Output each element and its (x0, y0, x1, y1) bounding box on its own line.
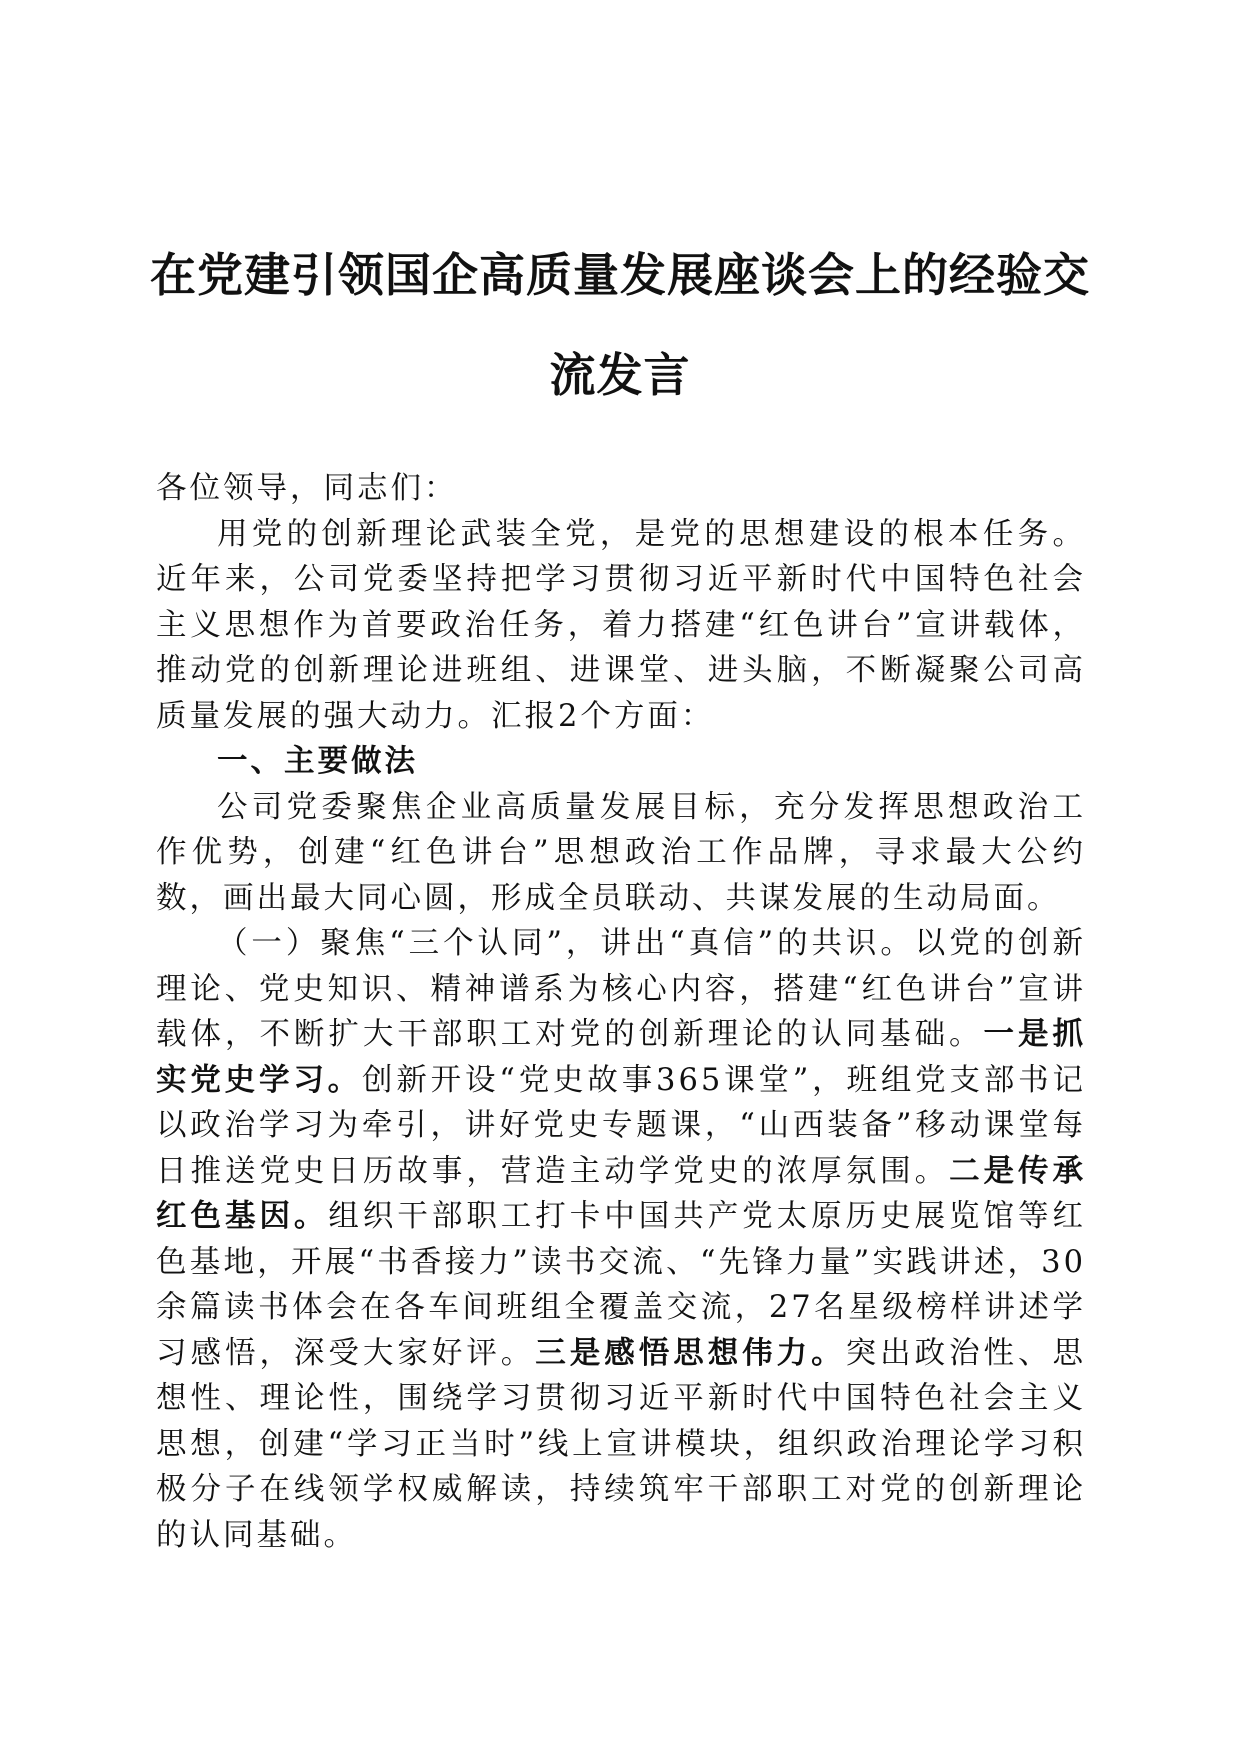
title-line-1: 在党建引领国企高质量发展座谈会上的经验交 (150, 248, 1090, 302)
intro-paragraph: 用党的创新理论武装全党，是党的思想建设的根本任务。近年来，公司党委坚持把学习贯彻习近平新时代中国特色社会主义思想作为首要政治任务，着力搭建“红色讲台”宣讲载体，推动党的创新理论进班组、进课堂、进头脑，不断凝聚公司高质量发展的强大动力。汇报2个方面： (156, 516, 1086, 734)
section-heading-main-practices: 一、主要做法 (217, 743, 418, 779)
point-label-2: 二是传承红色基因。 (156, 1152, 1087, 1234)
subsection-paragraph (156, 921, 1086, 1558)
point-label-1: 一是抓实党史学习。 (156, 1016, 1087, 1098)
document-body (156, 466, 1086, 1558)
point-text-2: 组织干部职工打卡中国共产党太原历史展览馆等红色基地，开展“书香接力”读书交流、“先锋力量”实践讲述，30余篇读书体会在各车间班组全覆盖交流，27名星级榜样讲述学习感悟，深受大家好评。 (156, 1199, 1087, 1371)
document-title (140, 225, 1100, 425)
salutation: 各位领导，同志们： (156, 471, 458, 506)
point-text-1: 创新开设“党史故事365课堂”，班组党支部书记以政治学习为牵引，讲好党史专题课，“山西装备”移动课堂每日推送党史日历故事，营造主动学党史的浓厚氛围。 (156, 1062, 1086, 1189)
subsection-heading: （一）聚焦“三个认同”，讲出“真信”的共识。 (217, 926, 915, 961)
subsection-text: 以党的创新理论、党史知识、精神谱系为核心内容，搭建“红色讲台”宣讲载体，不断扩大干部职工对党的创新理论的认同基础。 (156, 926, 1087, 1052)
point-label-3: 三是感悟思想伟力。 (535, 1334, 846, 1371)
point-text-3: 突出政治性、思想性、理论性，围绕学习贯彻习近平新时代中国特色社会主义思想，创建“学习正当时”线上宣讲模块，组织政治理论学习积极分子在线领学权威解读，持续筑牢干部职工对党的创新理论的认同基础。 (156, 1335, 1087, 1553)
section-paragraph: 公司党委聚焦企业高质量发展目标，充分发挥思想政治工作优势，创建“红色讲台”思想政治工作品牌，寻求最大公约数，画出最大同心圆，形成全员联动、共谋发展的生动局面。 (156, 789, 1086, 916)
title-line-2: 流发言 (549, 348, 691, 402)
